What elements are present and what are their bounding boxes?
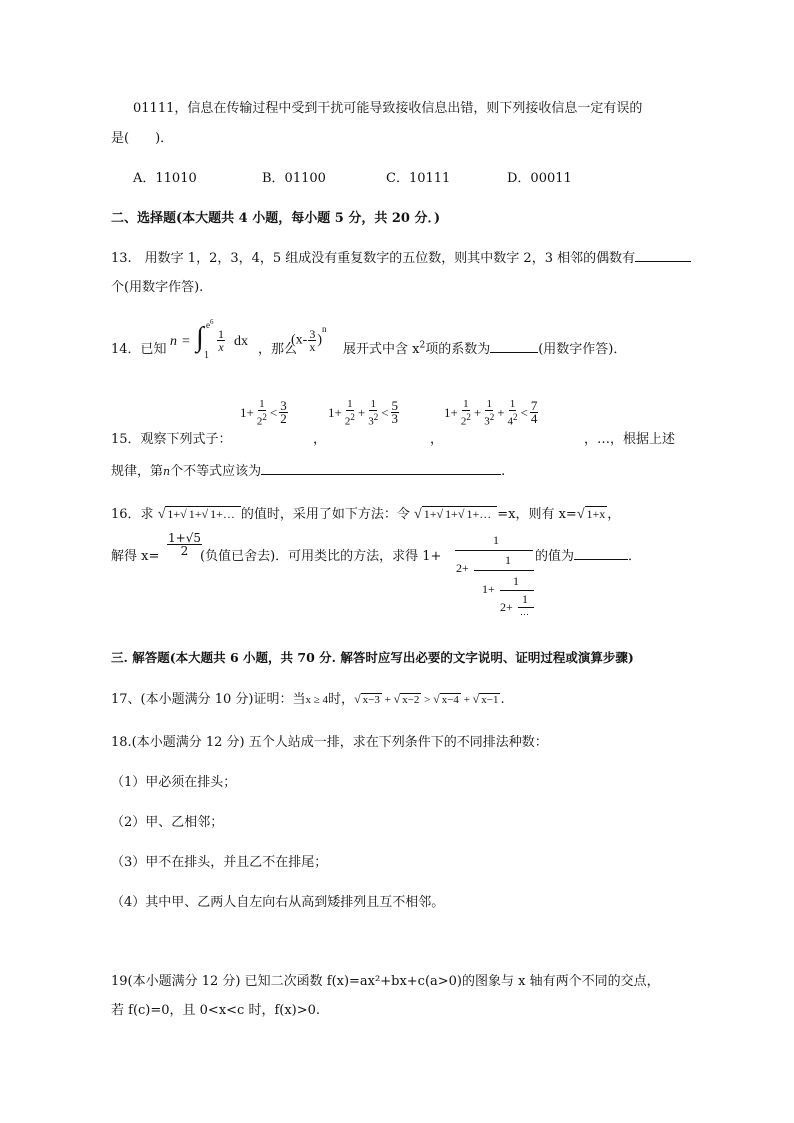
q15-line2: 规律，第n个不等式应该为 . [111, 460, 505, 479]
q15-line2b: 个不等式应该为 [170, 464, 262, 479]
q12-option-b: B．01100 [262, 171, 326, 186]
q16-line2b: (负值已舍去)．可用类比的方法，求得 1+ [200, 549, 442, 564]
q16-mid1: 的值时，采用了如下方法：令 [240, 507, 410, 522]
q19-line2: 若 f(c)=0，且 0<x<c 时，f(x)>0. [111, 1003, 321, 1018]
q16-nested-radical-2: √ 1+√ 1+√ 1+… [414, 507, 497, 521]
q18-item-2: （2）甲、乙相邻； [111, 815, 224, 830]
q18-stem: 18.(本小题满分 12 分) 五个人站成一排，求在下列条件下的不同排法种数： [111, 735, 548, 750]
q14-binomial: (x- $\frac{3}{x}$ )$^n$ [291, 324, 327, 354]
q16-nested-radical-1: √ 1+√ 1+√ 1+… [158, 507, 241, 521]
q16-radical-x: √ 1+x [576, 507, 606, 522]
q16-line2c-text: 的值为 [535, 549, 575, 564]
q16-end1: ， [607, 507, 621, 522]
q12-line1: 01111，信息在传输过程中受到干扰可能导致接收信息出错，则下列接收信息一定有误的 [133, 101, 643, 116]
q16-prefix: 16．求 [111, 507, 154, 522]
q14-sup: 2 [419, 340, 426, 351]
q16-mid2: =x，则有 x= [497, 507, 577, 522]
q17-cond: x ≥ 4 [305, 694, 329, 706]
q14-suffix-b: 项的系数为 [425, 342, 491, 357]
q19-line1: 19(本小题满分 12 分) 已知二次函数 f(x)=ax²+bx+c(a>0)的图象与 x 轴有两个不同的交点， [111, 974, 660, 989]
q17-line [111, 688, 505, 707]
q14-prefix: 14．已知 [111, 342, 167, 357]
section3-title: 三. 解答题(本大题共 6 小题，共 70 分. 解答时应写出必要的文字说明、证明过程或演算步骤) [111, 650, 634, 665]
q15-blank [261, 461, 501, 475]
q18-item-3: （3）甲不在排头，并且乙不在排尾； [111, 855, 328, 870]
q18-item-4: （4）其中甲、乙两人自左向右从高到矮排列且互不相邻。 [111, 895, 445, 910]
q14-tail: (用数字作答)． [538, 342, 627, 357]
q18-item-1: （1）甲必须在排头； [111, 775, 237, 790]
q17-mid: 时， [328, 692, 355, 707]
q14-suffix-a: 展开式中含 x [343, 342, 420, 357]
q16-end2: ． [628, 549, 642, 564]
q15-tail: ，…，根据上述 [584, 432, 676, 447]
q13-line2: 个(用数字作答). [111, 280, 204, 295]
q15-comma1: ， [313, 432, 327, 447]
q12-option-c: C．10111 [386, 171, 451, 186]
q16-line2a: 解得 x= [111, 549, 160, 564]
q14-mid: ，那么 [258, 342, 298, 357]
q16-line1 [111, 503, 620, 523]
q13-blank [635, 248, 691, 262]
q12-option-a: A．11010 [133, 171, 197, 186]
q16-line2c [535, 545, 641, 564]
q14-blank [490, 339, 538, 353]
q12-option-d: D．00011 [507, 171, 572, 186]
q15-comma2: ， [430, 432, 444, 447]
q16-golden-ratio: $\frac{1+√5}{2}$ [168, 531, 201, 558]
section2-title: 二、选择题(本大题共 4 小题，每小题 5 分，共 20 分．) [111, 211, 441, 226]
q17-end: . [500, 692, 505, 707]
q13-text: 13. 用数字 1，2，3，4，5 组成没有重复数字的五位数，则其中数字 2，3 相邻的偶数有 [111, 251, 636, 266]
q15-ineq-1: 1+ $\frac{1}{2^2}$ < $\frac{3}{2}$ [240, 398, 287, 428]
q16-blank [574, 546, 628, 560]
q14-suffix [343, 338, 626, 357]
q12-line2: 是( )． [111, 131, 174, 146]
q15-ineq-3: 1+ $\frac{1}{2^2}$ + $\frac{1}{3^2}$ + $\frac{1}{4^2}$ < $\frac{7}{4}$ [444, 398, 538, 428]
q15-end: . [501, 464, 506, 479]
q15-line2a: 规律，第 [111, 464, 164, 479]
q15-ineq-2: 1+ $\frac{1}{2^2}$ + $\frac{1}{3^2}$ < $\frac{5}{3}$ [328, 398, 399, 428]
q15-prefix: 15．观察下列式子： [111, 432, 232, 447]
q17-text: 17、(本小题满分 10 分)证明：当 [111, 692, 306, 707]
q13-line1 [111, 247, 691, 266]
q17-inequality: √ x−3 + √ x−2 > √ x−4 + √ x−1 [354, 692, 499, 706]
